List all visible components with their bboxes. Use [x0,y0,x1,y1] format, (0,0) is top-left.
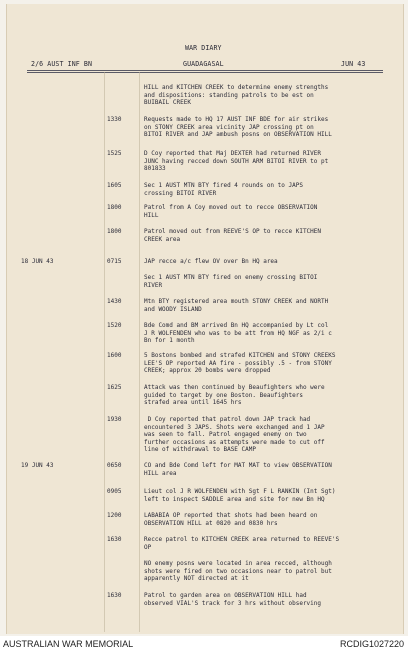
entry-time: 0650 [107,462,122,469]
entry-text: JAP recce a/c flew OV over Bn HQ area [144,258,278,265]
place-name: GUADAGASAL [183,60,224,68]
entry-text: Bde Comd and BM arrived Bn HQ accompanied by Lt col J R WOLFENDEN who was to be att from HQ NGF as 2/i c Bn for 1 month [144,322,332,345]
entry-text: NO enemy posns were located in area recced, although shots were fired on two occasions near to patrol but apparently NOT directed at it [144,560,332,583]
entry-time: 1630 [107,536,122,543]
entry-time: 1800 [107,228,122,235]
entry-text: Requests made to HQ 17 AUST INF BDE for air strikes on STONY CREEK area vicinity JAP crossing pt on BITOI RIVER and JAP ambush posns on OBSERVATION HILL [144,116,332,139]
entry-text: Patrol moved out from REEVE'S OP to recce KITCHEN CREEK area [144,228,322,243]
entry-time: 1200 [107,512,122,519]
entry-text: D Coy reported that patrol down JAP track had encountered 3 JAPS. Shots were exchanged and 1 JAP was seen to fall. Patrol engaged enemy on two further occasions as attempts were made to cut off line of withdrawal to BASE CAMP [144,416,325,454]
diary-page [6,4,404,634]
unit-name: 2/6 AUST INF BN [31,60,93,68]
entry-time: 1605 [107,182,122,189]
entry-date: 18 JUN 43 [21,258,54,265]
header-rule [27,70,383,71]
entry-text: Mtn BTY registered area mouth STONY CREEK and NORTH and WOODY ISLAND [144,298,329,313]
entry-text: Attack was then continued by Beaufighters who were guided to target by one Boston. Beaufighters strafed area until 1645 hrs [144,384,325,407]
entry-date: 19 JUN 43 [21,462,54,469]
entry-time: 1525 [107,150,122,157]
month-label: JUN 43 [341,60,366,68]
entry-time: 1330 [107,116,122,123]
archive-name: AUSTRALIAN WAR MEMORIAL [3,639,134,649]
entry-text: D Coy reported that Maj DEXTER had returned RIVER JUNC having recced down SOUTH ARM BITOI RIVER to pt 801833 [144,150,329,173]
entry-text: Sec 1 AUST MTN BTY fired 4 rounds on to JAPS crossing BITOI RIVER [144,182,303,197]
entry-time: 1625 [107,384,122,391]
entry-text: Sec 1 AUST MTN BTY fired on enemy crossing BITOI RIVER [144,274,318,289]
archive-footer [0,636,408,654]
entry-text: HILL and KITCHEN CREEK to determine enemy strengths and dispositions: standing patrols to be est on BUIBAIL CREEK [144,84,329,107]
entry-text: Patrol to garden area on OBSERVATION HILL had observed VIAL'S track for 3 hrs without observing [144,592,322,607]
entry-time: 1600 [107,352,122,359]
entry-text: CO and Bde Comd left for MAT MAT to view OBSERVATION HILL area [144,462,332,477]
entry-text: 5 Bostons bombed and strafed KITCHEN and STONY CREEKS LEE'S OP reported AA fire - possibly .5 - from STONY CREEK; approx 20 bombs were dropped [144,352,336,375]
entry-time: 1520 [107,322,122,329]
entry-time: 1930 [107,416,122,423]
entry-time: 1430 [107,298,122,305]
entry-text: Lieut col J R WOLFENDEN with Sgt F L RANKIN (Int Sgt) left to inspect SADDLE area and site for new Bn HQ [144,488,336,503]
diary-title: WAR DIARY [185,44,222,52]
entry-time: 0905 [107,488,122,495]
entry-time: 1800 [107,204,122,211]
entry-time: 0715 [107,258,122,265]
entry-text: LABABIA OP reported that shots had been heard on OBSERVATION HILL at 0820 and 0830 hrs [144,512,318,527]
entry-text: Patrol from A Coy moved out to recce OBSERVATION HILL [144,204,318,219]
column-divider [104,72,105,632]
entry-text: Recce patrol to KITCHEN CREEK area returned to REEVE'S OP [144,536,340,551]
entry-time: 1630 [107,592,122,599]
header-rule [27,72,383,73]
record-id: RCDIG1027220 [339,639,404,649]
